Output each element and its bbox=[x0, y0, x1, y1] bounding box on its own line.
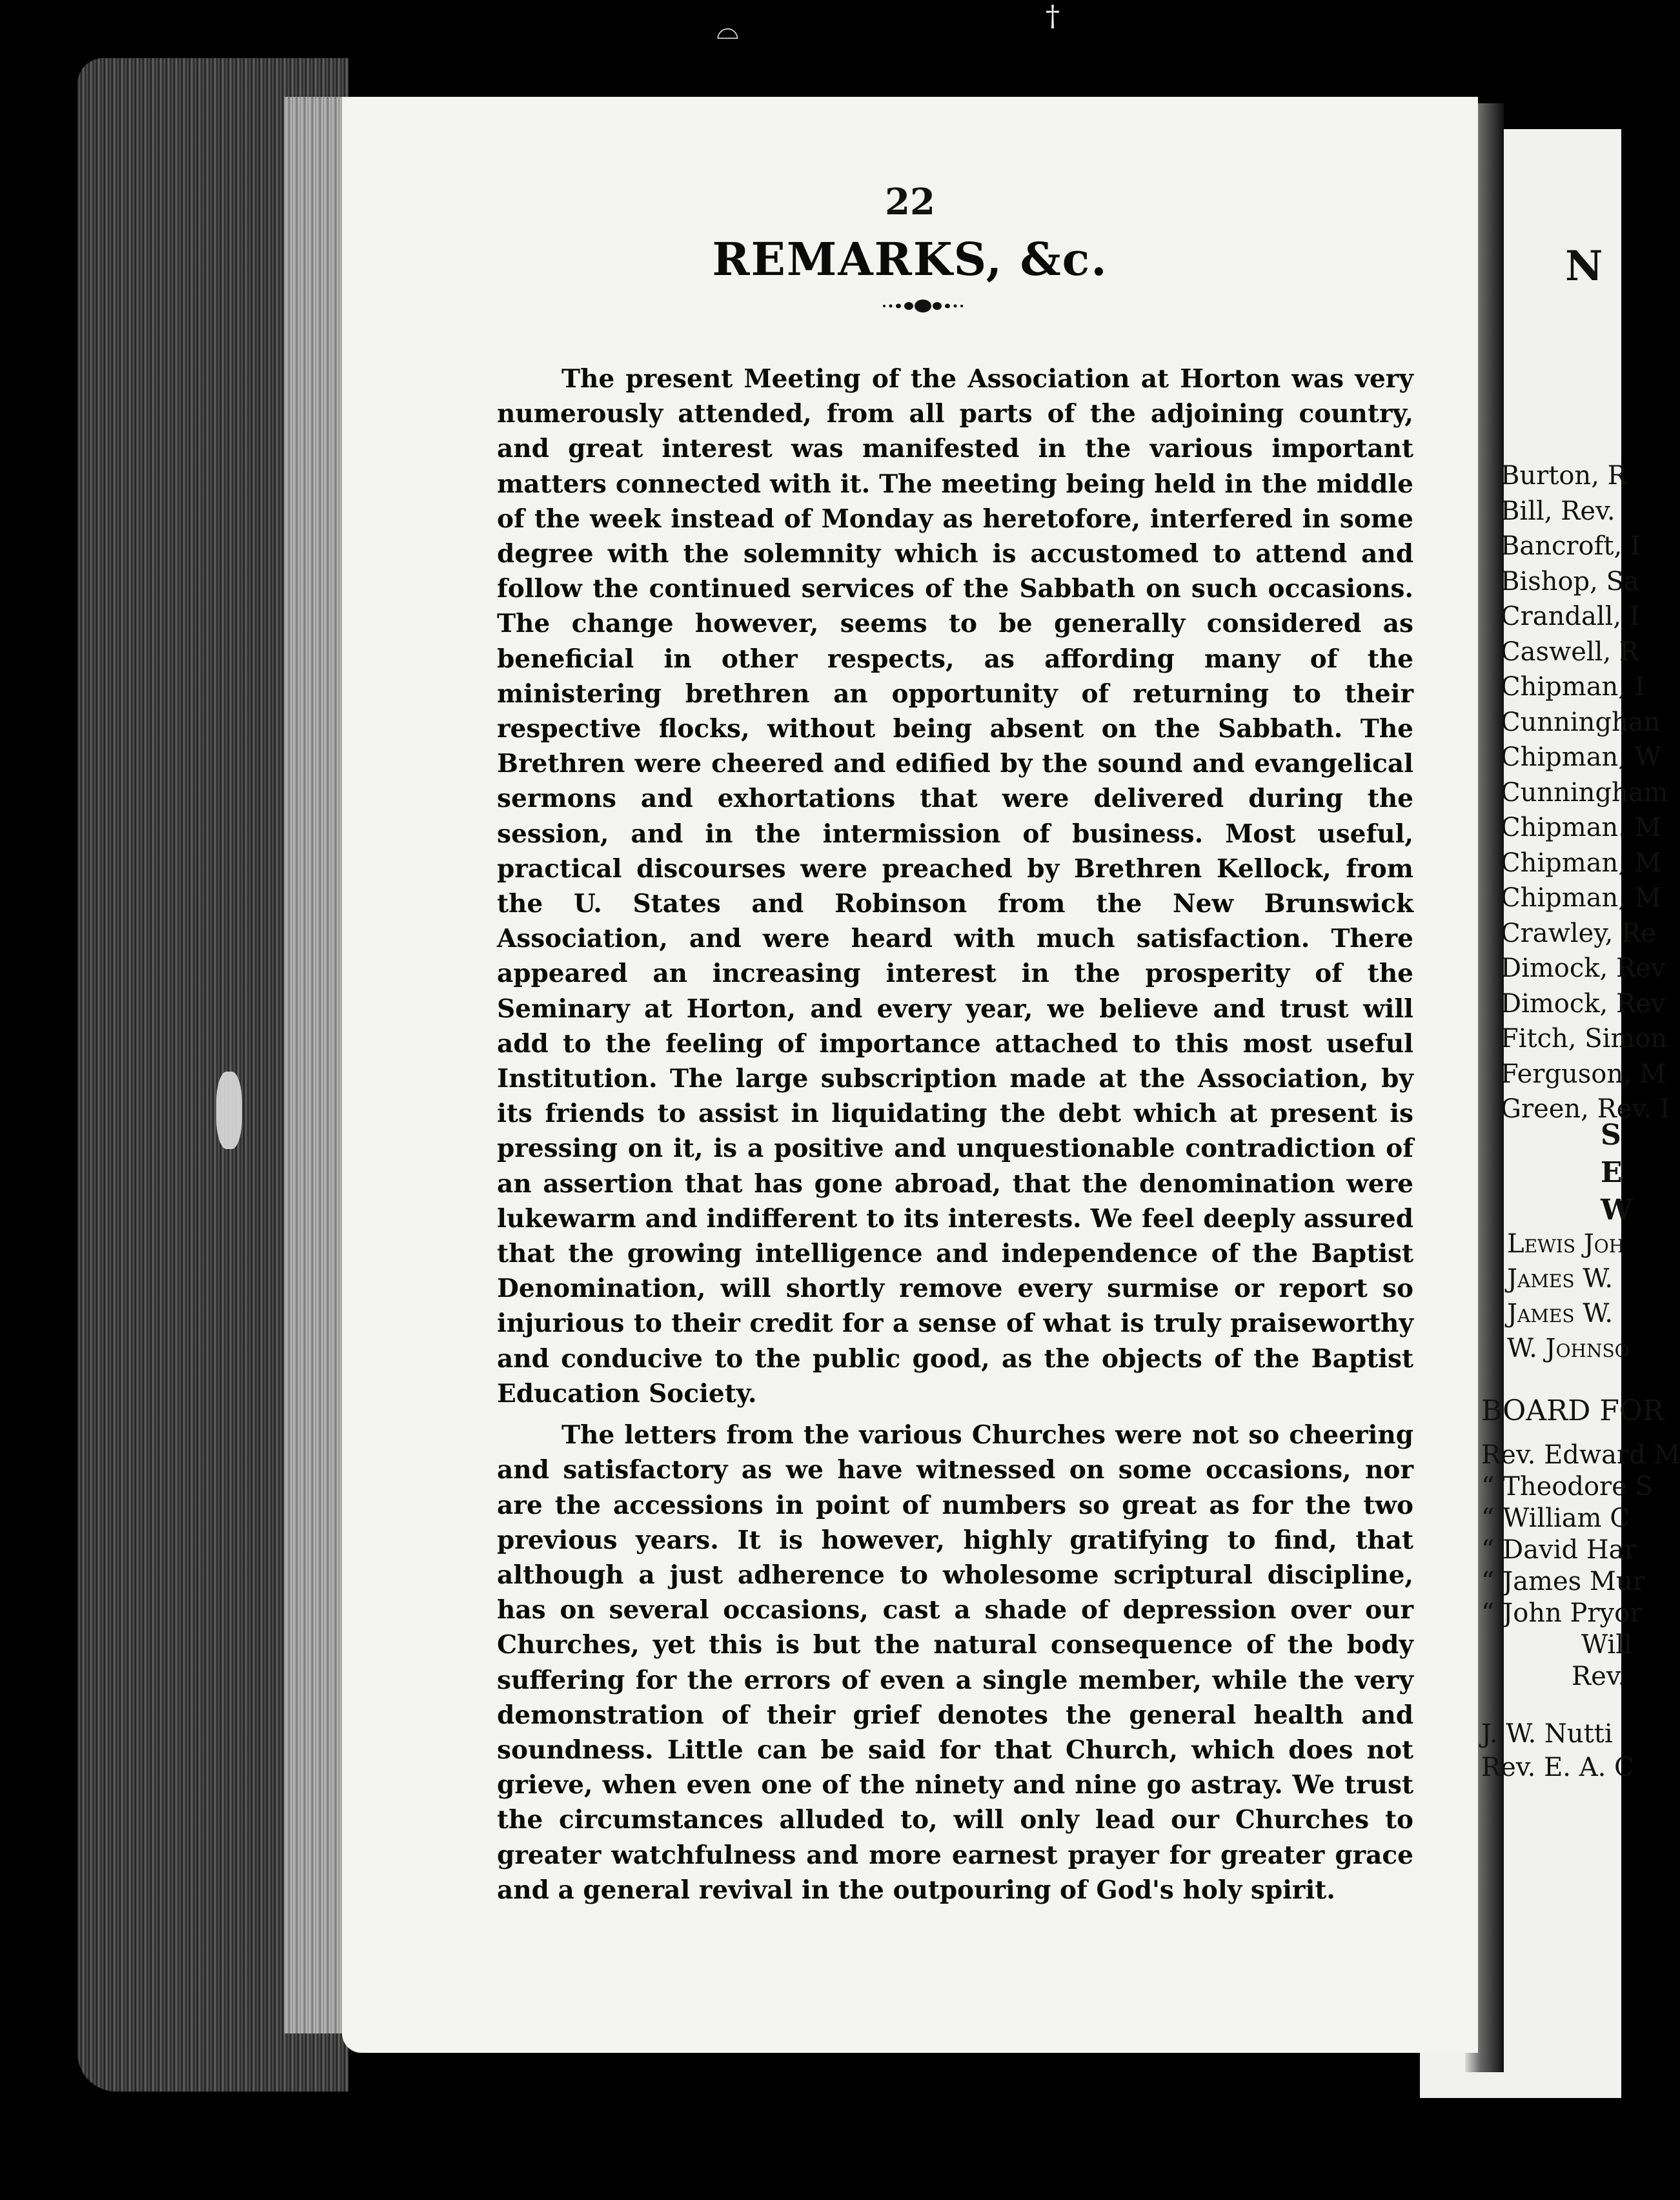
facing-initials bbox=[1601, 1117, 1632, 1229]
paragraph-1: The present Meeting of the Association at Horton was very numerously attended, from all parts of the adjoining country, and great interest was manifested in the various important matters connected with it. The meeting being held in the middle of the week instead of Monday as heretofore, interfered in some degree with the solemnity which is accustomed to attend and follow the continued services of the Sabbath on such occasions. The change however, seems to be generally considered as beneficial in other respects, as affording many of the ministering brethren an opportunity of returning to their respective flocks, without being absent on the Sabbath. The Brethren were cheered and edified by the sound and evangelical sermons and exhortations that were delivered during the session, and in the intermission of business. Most useful, practical discourses were preached by Brethren Kellock, from the U. States and Robinson from the New Brunswick Association, and were heard with much satisfaction. There appeared an increasing interest in the prosperity of the Seminary at Horton, and every year, we believe and trust will add to the feeling of importance attached to this most useful Institution. The large subscription made at the Association, by its friends to assist in liquidating the debt which at present is pressing on it, is a positive and unquestionable contradiction of an assertion that has gone abroad, that the denomination were lukewarm and indifferent to its interests. We feel deeply assured that the growing intelligence and independence of the Baptist Denomination, will shortly remove every surmise or report so injurious to their credit for a sense of what is truly praiseworthy and conducive to the public good, as the objects of the Baptist Education Society. bbox=[497, 364, 1413, 1409]
facing-line: Burton, R bbox=[1501, 461, 1627, 491]
facing-line: S bbox=[1601, 1119, 1621, 1152]
facing-line: “ John Pryor bbox=[1481, 1598, 1643, 1628]
facing-line: Green, Rev. I bbox=[1501, 1094, 1670, 1124]
facing-line: Rev. Edward M bbox=[1481, 1440, 1680, 1470]
facing-line: Bill, Rev. bbox=[1501, 496, 1615, 526]
facing-line: “ Theodore S bbox=[1481, 1472, 1653, 1502]
facing-board-heading: BOARD FOR bbox=[1481, 1394, 1665, 1427]
facing-line: Ferguson, M bbox=[1501, 1059, 1666, 1089]
facing-line: Bishop, Sa bbox=[1501, 566, 1639, 596]
facing-line: “ William C bbox=[1481, 1503, 1630, 1533]
film-mark: ⌓ bbox=[716, 13, 739, 46]
facing-line: Cunningham bbox=[1501, 777, 1668, 808]
page-number: 22 bbox=[885, 181, 935, 223]
facing-line: Fitch, Simon bbox=[1501, 1024, 1668, 1054]
facing-line: Bancroft, I bbox=[1501, 531, 1641, 561]
facing-line: W. Johnso bbox=[1507, 1334, 1630, 1363]
facing-line: Rev. E. A. C bbox=[1481, 1753, 1634, 1782]
left-page bbox=[342, 97, 1478, 2053]
facing-line: Dimock, Rev bbox=[1501, 953, 1666, 983]
facing-page-text bbox=[1481, 129, 1680, 2066]
facing-line: Will bbox=[1581, 1630, 1632, 1660]
page-heading: REMARKS, &c. bbox=[712, 232, 1108, 286]
facing-line: James W. bbox=[1507, 1299, 1614, 1329]
paragraph-2: The letters from the various Churches were not so cheering and satisfactory as we have witnessed on some occasions, nor are the accessions in point of numbers so great as for the two previous years. It is however, highly gratifying to find, that although a just adherence to wholesome scriptural discipline, has on several occasions, cast a shade of depression over our Churches, yet this is but the natural consequence of the body suffering for the errors of even a single member, while the very demonstration of their grief denotes the general health and soundness. Little can be said for that Church, which does not grieve, when even one of the ninety and nine go astray. We trust the circumstances alluded to, will only lead our Churches to greater watchfulness and more earnest prayer for greater grace and a general revival in the outpouring of God's holy spirit. bbox=[497, 1420, 1413, 1905]
facing-line: Lewis Joh bbox=[1507, 1229, 1625, 1259]
facing-line: “ David Har bbox=[1481, 1535, 1637, 1565]
film-mark: † bbox=[1046, 0, 1060, 33]
facing-line: Chipman, I bbox=[1501, 672, 1645, 702]
ornament-divider bbox=[878, 298, 968, 314]
facing-line: J. W. Nutti bbox=[1481, 1719, 1613, 1749]
body-text bbox=[497, 362, 1413, 1908]
facing-line: Cunninghan bbox=[1501, 707, 1661, 737]
facing-line: Dimock, Rev bbox=[1501, 988, 1666, 1019]
book-page-edges-light bbox=[284, 97, 342, 2033]
facing-line: “ James Mur bbox=[1481, 1567, 1645, 1596]
facing-list-4 bbox=[1481, 1717, 1634, 1784]
facing-line: Chipman. M bbox=[1501, 813, 1661, 842]
facing-line: Chipman, M bbox=[1501, 883, 1661, 913]
facing-line: Rev. bbox=[1572, 1662, 1626, 1691]
facing-line: Crawley, Re bbox=[1501, 918, 1656, 948]
facing-line: E bbox=[1601, 1156, 1623, 1189]
facing-list-3 bbox=[1481, 1440, 1680, 1693]
facing-line: Chipman, W bbox=[1501, 742, 1661, 772]
facing-line: Chipman, M bbox=[1501, 848, 1661, 878]
facing-line: Caswell, R bbox=[1501, 637, 1639, 667]
page-edge-mark bbox=[216, 1072, 242, 1149]
facing-line: Crandall, I bbox=[1501, 602, 1640, 631]
facing-heading: N bbox=[1565, 242, 1603, 290]
facing-line: James W. bbox=[1507, 1264, 1614, 1294]
facing-list-1 bbox=[1501, 458, 1670, 1127]
facing-line: W bbox=[1601, 1194, 1633, 1227]
facing-list-2 bbox=[1507, 1227, 1630, 1366]
